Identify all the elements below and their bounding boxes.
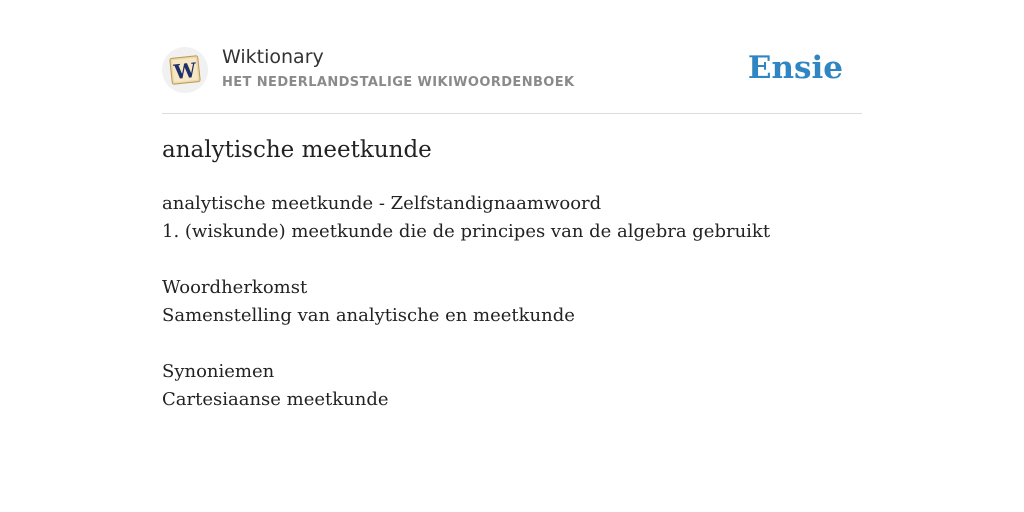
site-tagline: HET NEDERLANDSTALIGE WIKIWOORDENBOEK (222, 75, 575, 90)
page-title: analytische meetkunde (162, 137, 432, 163)
wiktionary-logo-icon[interactable] (162, 47, 208, 93)
ensie-brand-logo[interactable]: Ensie (747, 50, 843, 86)
etymology-text: Samenstelling van analytische en meetkunde (162, 305, 575, 326)
site-name[interactable]: Wiktionary (222, 46, 324, 68)
spacer (162, 330, 862, 358)
logo-letter: W (172, 57, 198, 85)
synonyms-text: Cartesiaanse meetkunde (162, 389, 389, 410)
definition-heading: analytische meetkunde - Zelfstandignaamwoord (162, 193, 602, 214)
entry-content (162, 190, 862, 414)
synonyms-heading: Synoniemen (162, 361, 275, 382)
spacer (162, 246, 862, 274)
site-header (162, 40, 862, 114)
definition-text: 1. (wiskunde) meetkunde die de principes van de algebra gebruikt (162, 221, 771, 242)
etymology-heading: Woordherkomst (162, 277, 308, 298)
